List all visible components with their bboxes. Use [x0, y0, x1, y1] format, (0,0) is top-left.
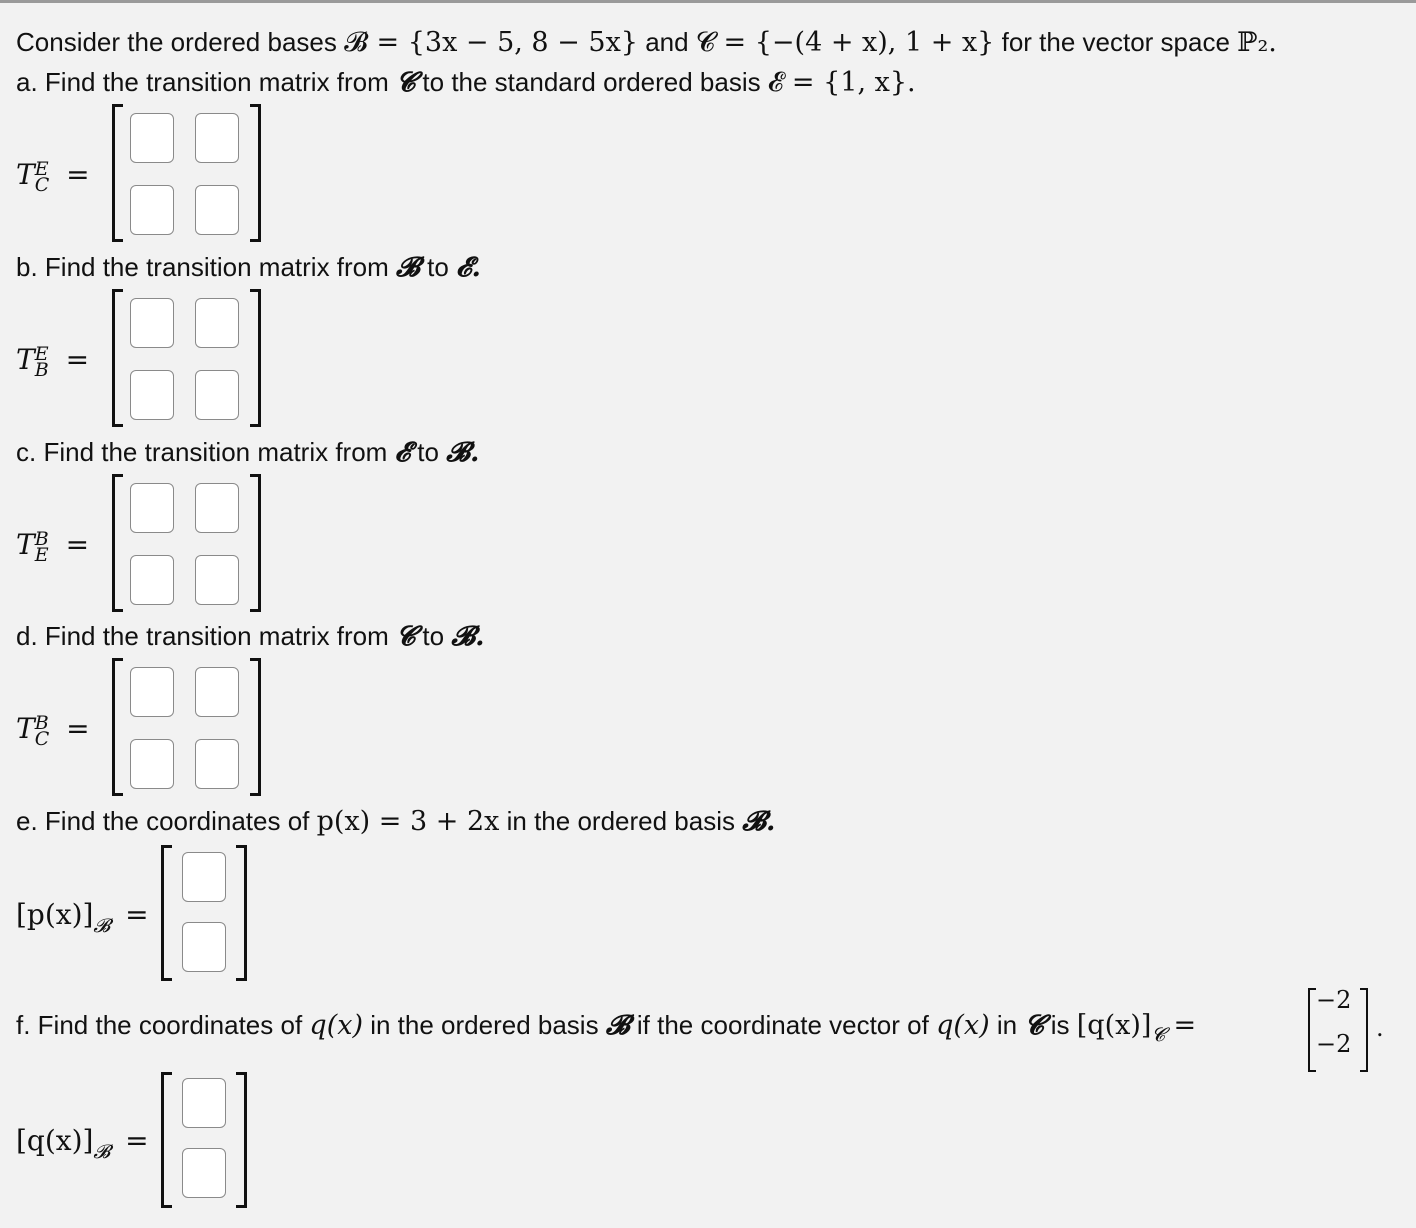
matrix-c-input-r2c1[interactable]	[130, 555, 174, 605]
matrix-b-right-bracket	[250, 289, 261, 427]
part-f-prompt: f. Find the coordinates of q(x) in the ordered basis 𝓑 if the coordinate vector of q(x) in 𝓒 is $[q(x)]_𝓒$ =	[16, 1010, 1197, 1046]
vector-f-input-2[interactable]	[182, 1148, 226, 1198]
matrix-c-input-r2c2[interactable]	[195, 555, 239, 605]
part-c-prompt: c. Find the transition matrix from 𝓔 to 𝓑.	[16, 437, 480, 468]
basis-b-def: 𝓑 = {3x − 5, 8 − 5x}	[344, 27, 638, 58]
matrix-a-input-r1c1[interactable]	[130, 113, 174, 163]
matrix-b-left-bracket	[112, 289, 123, 427]
part-b-label: T E B =	[16, 342, 90, 381]
part-d-label: T B C =	[16, 711, 90, 750]
matrix-c-left-bracket	[112, 474, 123, 612]
matrix-d-left-bracket	[112, 658, 123, 796]
matrix-a-right-bracket	[250, 104, 261, 242]
matrix-a-left-bracket	[112, 104, 123, 242]
matrix-d-input-r1c2[interactable]	[195, 667, 239, 717]
part-a-label: T E C =	[16, 157, 90, 196]
part-b-prompt: b. Find the transition matrix from 𝓑 to 𝓔.	[16, 252, 481, 283]
matrix-b-input-r1c2[interactable]	[195, 298, 239, 348]
given-vector-left-bracket	[1308, 988, 1316, 1072]
vector-f-input-1[interactable]	[182, 1078, 226, 1128]
matrix-d-input-r2c1[interactable]	[130, 739, 174, 789]
matrix-c-input-r1c1[interactable]	[130, 483, 174, 533]
vector-e-input-1[interactable]	[182, 852, 226, 902]
vector-e-input-2[interactable]	[182, 922, 226, 972]
given-vector-entry-2: −2	[1316, 1030, 1352, 1058]
vector-e-right-bracket	[236, 845, 247, 981]
matrix-d-input-r2c2[interactable]	[195, 739, 239, 789]
part-a-prompt: a. Find the transition matrix from 𝓒 to the standard ordered basis 𝓔 = {1, x}.	[16, 67, 916, 98]
matrix-b-input-r1c1[interactable]	[130, 298, 174, 348]
basis-c-def: 𝓒 = {−(4 + x), 1 + x}	[695, 27, 995, 58]
matrix-c-input-r1c2[interactable]	[195, 483, 239, 533]
matrix-d-right-bracket	[250, 658, 261, 796]
matrix-a-input-r2c2[interactable]	[195, 185, 239, 235]
given-vector-period: .	[1376, 1014, 1384, 1042]
part-f-label: $[q(x)]_𝓑$ =	[16, 1124, 149, 1163]
top-border	[0, 0, 1416, 3]
intro-line: Consider the ordered bases 𝓑 = {3x − 5, 8 − 5x} and 𝓒 = {−(4 + x), 1 + x} for the vector space ℙ₂.	[16, 27, 1277, 58]
vector-space: ℙ₂.	[1237, 27, 1277, 58]
vector-e-left-bracket	[161, 845, 172, 981]
part-e-prompt: e. Find the coordinates of p(x) = 3 + 2x in the ordered basis 𝓑.	[16, 806, 776, 837]
matrix-c-right-bracket	[250, 474, 261, 612]
matrix-b-input-r2c2[interactable]	[195, 370, 239, 420]
matrix-a-input-r1c2[interactable]	[195, 113, 239, 163]
part-e-label: $[p(x)]_𝓑$ =	[16, 898, 149, 937]
matrix-a-input-r2c1[interactable]	[130, 185, 174, 235]
vector-f-right-bracket	[236, 1072, 247, 1208]
part-d-prompt: d. Find the transition matrix from 𝓒 to 𝓑.	[16, 621, 485, 652]
given-vector-entry-1: −2	[1316, 986, 1352, 1014]
given-vector-right-bracket	[1360, 988, 1368, 1072]
matrix-d-input-r1c1[interactable]	[130, 667, 174, 717]
vector-f-left-bracket	[161, 1072, 172, 1208]
matrix-b-input-r2c1[interactable]	[130, 370, 174, 420]
part-c-label: T B E =	[16, 527, 90, 566]
